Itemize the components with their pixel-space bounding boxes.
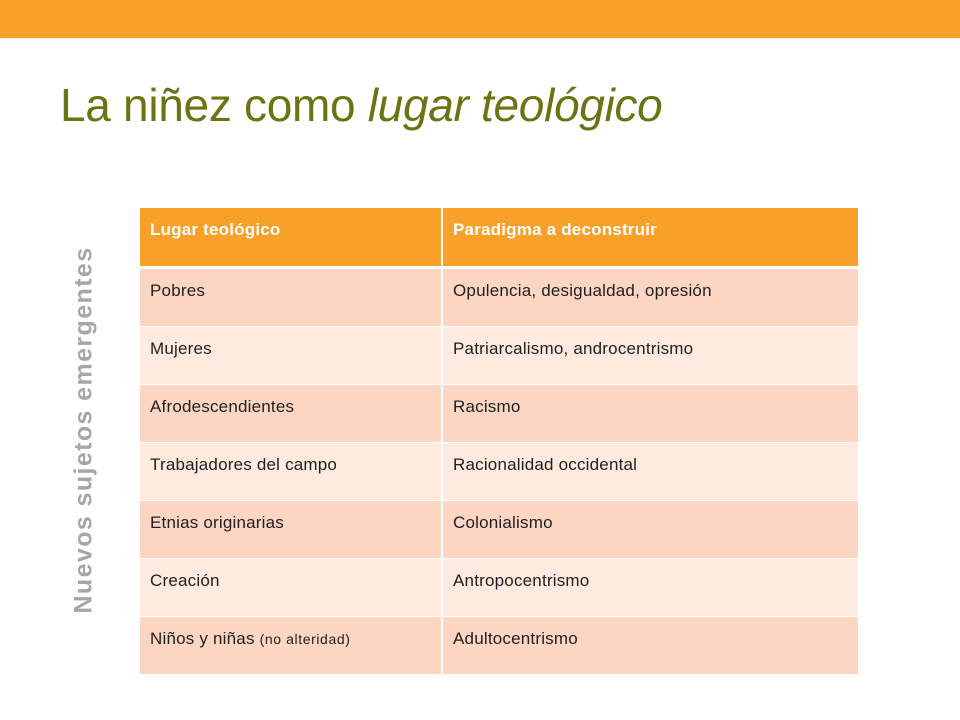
- table-row: [140, 327, 858, 385]
- cell-paradigm: Antropocentrismo: [442, 559, 858, 617]
- table-row: [140, 501, 858, 559]
- cell-place: Trabajadores del campo: [140, 443, 442, 501]
- top-accent-bar: [0, 0, 960, 38]
- cell-paradigm: Patriarcalismo, androcentrismo: [442, 327, 858, 385]
- theological-places-table: [140, 208, 858, 674]
- table-row: [140, 559, 858, 617]
- cell-place: Creación: [140, 559, 442, 617]
- cell-paradigm: Opulencia, desigualdad, opresión: [442, 268, 858, 327]
- page-title: [60, 78, 662, 132]
- table-row: [140, 443, 858, 501]
- cell-place: Etnias originarias: [140, 501, 442, 559]
- cell-paradigm: Colonialismo: [442, 501, 858, 559]
- cell-paradigm: Racionalidad occidental: [442, 443, 858, 501]
- cell-place: Afrodescendientes: [140, 385, 442, 443]
- table-row: [140, 617, 858, 675]
- cell-place-note: (no alteridad): [259, 631, 351, 647]
- side-label: Nuevos sujetos emergentes: [69, 246, 98, 614]
- cell-place: Pobres: [140, 268, 442, 327]
- cell-place: Mujeres: [140, 327, 442, 385]
- title-emphasis: lugar teológico: [367, 79, 663, 131]
- table-row: [140, 268, 858, 327]
- cell-paradigm: Racismo: [442, 385, 858, 443]
- table-row: [140, 385, 858, 443]
- header-lugar-teologico: Lugar teológico: [140, 208, 442, 268]
- cell-place-text: Niños y niñas: [150, 629, 255, 648]
- cell-paradigm: Adultocentrismo: [442, 617, 858, 675]
- header-paradigma: Paradigma a deconstruir: [442, 208, 858, 268]
- title-main: La niñez como: [60, 79, 368, 131]
- table-header-row: [140, 208, 858, 268]
- cell-place: [140, 617, 442, 675]
